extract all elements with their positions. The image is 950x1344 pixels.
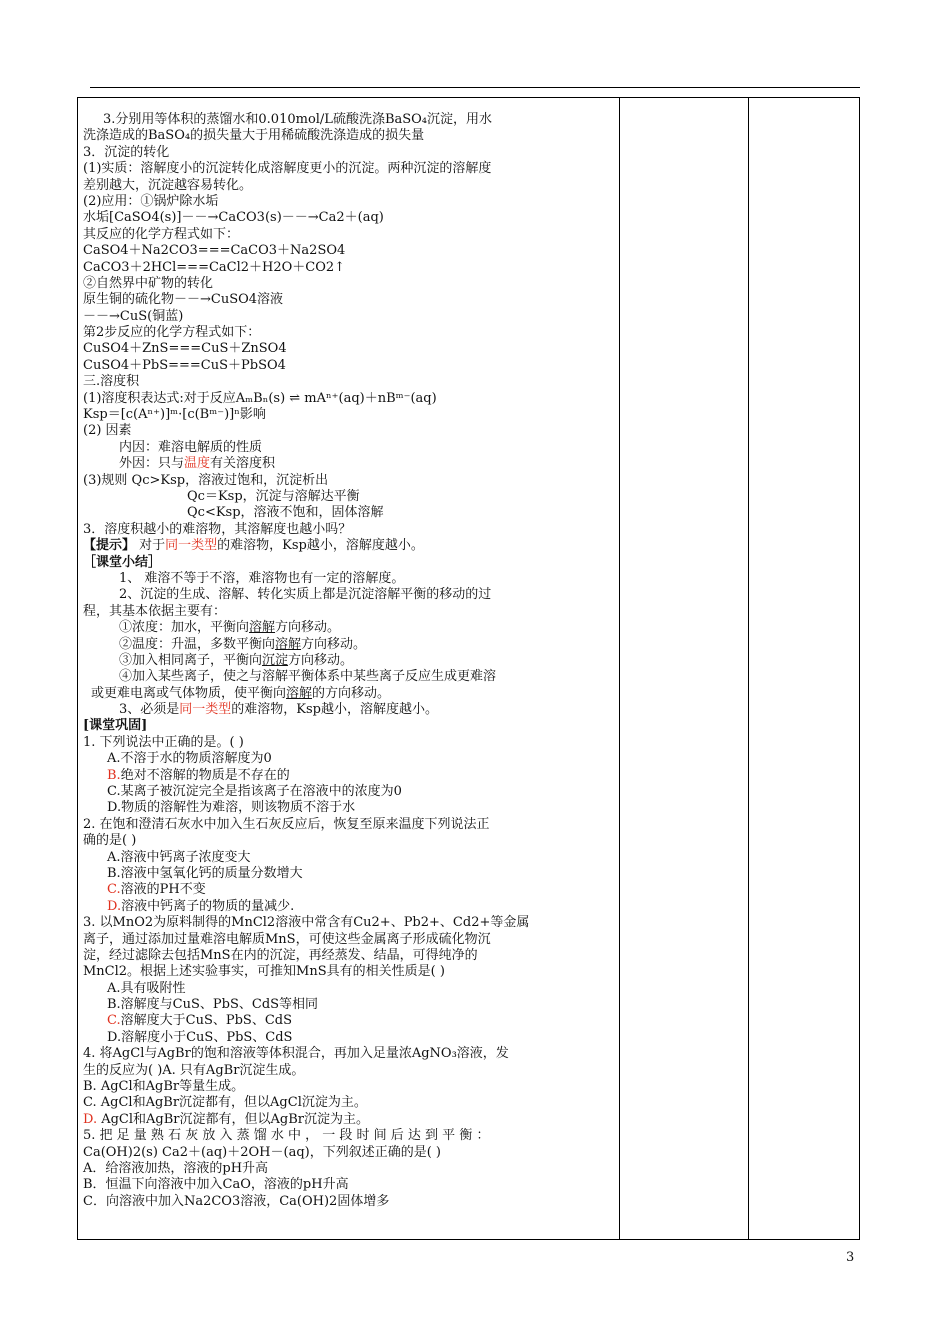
main-content-column (83, 112, 613, 1210)
text-line (83, 423, 613, 439)
text-line (83, 522, 613, 538)
text-span: 其反应的化学方程式如下： (83, 226, 240, 242)
text-span: 溶解 (275, 636, 302, 652)
text-line (83, 1079, 613, 1095)
text-span: 三.溶度积 (83, 374, 140, 390)
text-line (83, 768, 613, 784)
text-line (83, 784, 613, 800)
text-line (83, 850, 613, 866)
text-span: B. (107, 767, 121, 783)
text-line (83, 505, 613, 521)
text-span: 1、 难溶不等于不溶，难溶物也有一定的溶解度。 (119, 570, 405, 586)
text-line (83, 456, 613, 472)
text-span: 1. 下列说法中正确的是。( ) (83, 734, 244, 750)
text-line (83, 718, 613, 734)
text-line (83, 915, 613, 931)
text-span: 绝对不溶解的物质是不存在的 (120, 767, 290, 783)
text-line (83, 145, 613, 161)
text-span: 方向移动。 (301, 636, 367, 652)
text-span: 有关溶度积 (210, 456, 276, 472)
text-line (83, 1194, 613, 1210)
text-line (83, 1145, 613, 1161)
text-line (83, 538, 613, 554)
text-span: B. AgCl和AgBr等量生成。 (83, 1079, 245, 1095)
text-span: 2、沉淀的生成、溶解、转化实质上都是沉淀溶解平衡的移动的过 (119, 587, 492, 603)
text-line (83, 932, 613, 948)
text-line (83, 210, 613, 226)
text-line (83, 178, 613, 194)
text-span: 2. 在饱和澄清石灰水中加入生石灰反应后，恢复至原来温度下列说法正 (83, 816, 490, 832)
text-line (83, 948, 613, 964)
text-span: 对于 (135, 538, 166, 554)
text-span: 程，其基本依据主要有： (83, 603, 227, 619)
text-line (83, 1112, 613, 1128)
text-line (83, 866, 613, 882)
text-span: (1)溶度积表达式:对于反应AₘBₙ(s) ⇌ mAⁿ⁺(aq)＋nBᵐ⁻(aq) (83, 390, 437, 406)
text-span: ④加入某些离子，使之与溶解平衡体系中某些离子反应生成更难溶 (119, 669, 497, 685)
text-span: 溶解 (286, 685, 313, 701)
text-span: 同一类型 (179, 702, 232, 718)
text-span: 溶液中钙离子的物质的量减少. (121, 898, 295, 914)
text-line (83, 391, 613, 407)
text-line (83, 1013, 613, 1029)
text-span: 内因：难溶电解质的性质 (119, 439, 263, 455)
text-line (83, 112, 613, 128)
text-line (83, 686, 613, 702)
text-span: 离子，通过添加过量难溶电解质MnS，可使这些金属离子形成硫化物沉 (83, 931, 491, 947)
text-line (83, 292, 613, 308)
text-span: 或更难电离或气体物质，使平衡向 (91, 685, 287, 701)
text-line (83, 587, 613, 603)
text-span: [课堂巩固] (83, 718, 148, 734)
text-span: Ca(OH)2(s) Ca2＋(aq)＋2OH－(aq)，下列叙述正确的是( ) (83, 1144, 441, 1160)
text-span: A.不溶于水的物质溶解度为0 (107, 751, 272, 767)
text-span: －－→CuS(铜蓝) (83, 308, 184, 324)
text-span: Ksp＝[c(Aⁿ⁺)]ᵐ·[c(Bᵐ⁻)]ⁿ影响 (83, 407, 266, 423)
text-span: MnCl2。根据上述实验事实，可推知MnS具有的相关性质是( ) (83, 964, 445, 980)
text-line (83, 637, 613, 653)
text-line (83, 1095, 613, 1111)
text-span: CuSO4＋ZnS===CuS＋ZnSO4 (83, 341, 287, 357)
text-span: (2)应用：①锅炉除水垢 (83, 193, 219, 209)
text-span: D.溶解度小于CuS、PbS、CdS (107, 1029, 293, 1045)
text-span: A．给溶液加热，溶液的pH升高 (83, 1161, 269, 1176)
text-span: (3)规则 Qc>Ksp，溶液过饱和，沉淀析出 (83, 472, 329, 488)
text-line (83, 161, 613, 177)
text-line (83, 997, 613, 1013)
text-line (83, 964, 613, 980)
text-span: 差别越大，沉淀越容易转化。 (83, 177, 253, 193)
text-line (83, 882, 613, 898)
text-span: 的方向移动。 (312, 685, 391, 701)
text-span: C. (107, 1013, 121, 1029)
text-span: 水垢[CaSO4(s)]－－→CaCO3(s)－－→Ca2＋(aq) (83, 210, 384, 226)
text-span: CaCO3＋2HCl===CaCl2＋H2O＋CO2↑ (83, 259, 346, 275)
text-span: 3．沉淀的转化 (83, 144, 170, 160)
text-line (83, 128, 613, 144)
text-span: 3. 以MnO2为原料制得的MnCl2溶液中常含有Cu2+、Pb2+、Cd2+等金属 (83, 915, 530, 931)
text-span: A.具有吸附性 (107, 980, 186, 996)
text-span: CaSO4＋Na2CO3===CaCO3＋Na2SO4 (83, 243, 346, 259)
text-span: 溶解 (249, 620, 276, 636)
text-span: C. AgCl和AgBr沉淀都有，但以AgCl沉淀为主。 (83, 1095, 367, 1111)
text-line (83, 620, 613, 636)
text-span: C. (107, 882, 121, 898)
text-span: 溶液的PH不变 (120, 882, 206, 898)
text-line (83, 489, 613, 505)
text-span: 4. 将AgCl与AgBr的饱和溶液等体积混合，再加入足量浓AgNO₃溶液，发 (83, 1046, 509, 1062)
text-line (83, 751, 613, 767)
text-line (83, 260, 613, 276)
text-span: B.溶解度与CuS、PbS、CdS等相同 (107, 997, 319, 1013)
text-span: (2) 因素 (83, 423, 132, 439)
text-span: 原生铜的硫化物－－→CuSO4溶液 (83, 292, 284, 308)
text-line (83, 1030, 613, 1046)
text-line (83, 555, 613, 571)
text-line (83, 407, 613, 423)
text-span: 的难溶物，Ksp越小，溶解度越小。 (217, 538, 424, 554)
text-span: 3.分别用等体积的蒸馏水和0.010mol/L硫酸洗涤BaSO₄沉淀，用水 (103, 112, 493, 127)
text-line (83, 702, 613, 718)
text-line (83, 440, 613, 456)
text-line (83, 227, 613, 243)
text-span: 【提示】 (83, 538, 136, 554)
text-line (83, 899, 613, 915)
text-span: 方向移动。 (288, 652, 354, 668)
text-span: B.溶液中氢氧化钙的质量分数增大 (107, 865, 303, 881)
text-span: ②温度：升温，多数平衡向 (119, 636, 276, 652)
text-line (83, 653, 613, 669)
text-line (83, 374, 613, 390)
text-line (83, 735, 613, 751)
text-line (83, 1161, 613, 1177)
text-span: 溶解度大于CuS、PbS、CdS (120, 1013, 292, 1029)
text-span: ［课堂小结］ (83, 554, 162, 570)
text-span: D. (107, 898, 122, 914)
column-divider-1 (619, 97, 620, 1240)
text-span: ①浓度：加水，平衡向 (119, 620, 250, 636)
header-rule (90, 87, 860, 88)
text-span: (1)实质：溶解度小的沉淀转化成溶解度更小的沉淀。两种沉淀的溶解度 (83, 161, 492, 177)
text-span: C.某离子被沉淀完全是指该离子在溶液中的浓度为0 (107, 784, 402, 800)
text-span: D. (83, 1111, 98, 1127)
text-line (83, 309, 613, 325)
text-span: AgCl和AgBr沉淀都有，但以AgBr沉淀为主。 (97, 1111, 369, 1127)
text-line (83, 1177, 613, 1193)
text-span: 的难溶物，Ksp越小，溶解度越小。 (231, 702, 439, 718)
column-divider-2 (748, 97, 749, 1240)
text-span: 5. 把 足 量 熟 石 灰 放 入 蒸 馏 水 中 ， 一 段 时 间 后 达 到 平 衡 ： (83, 1128, 490, 1144)
text-span: Qc＝Ksp，沉淀与溶解达平衡 (187, 488, 360, 504)
text-line (83, 1063, 613, 1079)
text-span: 温度 (184, 456, 211, 472)
text-line (83, 243, 613, 259)
text-line (83, 325, 613, 341)
text-line (83, 669, 613, 685)
text-span: C．向溶液中加入Na2CO3溶液，Ca(OH)2固体增多 (83, 1193, 390, 1209)
page-number: 3 (846, 1250, 855, 1265)
text-span: 外因：只与 (119, 456, 185, 472)
text-span: 沉淀 (262, 652, 289, 668)
text-span: Qc<Ksp，溶液不饱和，固体溶解 (187, 505, 384, 521)
text-span: 方向移动。 (275, 620, 341, 636)
text-span: B．恒温下向溶液中加入CaO，溶液的pH升高 (83, 1177, 349, 1193)
text-line (83, 800, 613, 816)
text-line (83, 817, 613, 833)
text-span: D.物质的溶解性为难溶，则该物质不溶于水 (107, 800, 356, 816)
text-span: 生的反应为( )A. 只有AgBr沉淀生成。 (83, 1062, 305, 1078)
text-line (83, 833, 613, 849)
text-span: A.溶液中钙离子浓度变大 (107, 849, 251, 865)
text-span: 确的是( ) (83, 833, 137, 849)
text-line (83, 341, 613, 357)
text-span: ②自然界中矿物的转化 (83, 275, 214, 291)
text-span: 淀，经过滤除去包括MnS在内的沉淀，再经蒸发、结晶，可得纯净的 (83, 947, 478, 963)
text-line (83, 1128, 613, 1144)
text-span: CuSO4＋PbS===CuS＋PbSO4 (83, 357, 286, 373)
text-line (83, 571, 613, 587)
text-line (83, 1046, 613, 1062)
text-span: ③加入相同离子，平衡向 (119, 652, 263, 668)
text-span: 洗涤造成的BaSO₄的损失量大于用稀硫酸洗涤造成的损失量 (83, 128, 425, 144)
text-line (83, 473, 613, 489)
text-span: 同一类型 (165, 538, 218, 554)
text-span: 3．溶度积越小的难溶物，其溶解度也越小吗？ (83, 521, 352, 537)
text-span: 第2步反应的化学方程式如下： (83, 325, 261, 341)
text-line (83, 276, 613, 292)
text-line (83, 981, 613, 997)
text-line (83, 604, 613, 620)
text-span: 3、必须是 (119, 702, 180, 718)
text-line (83, 358, 613, 374)
text-line (83, 194, 613, 210)
